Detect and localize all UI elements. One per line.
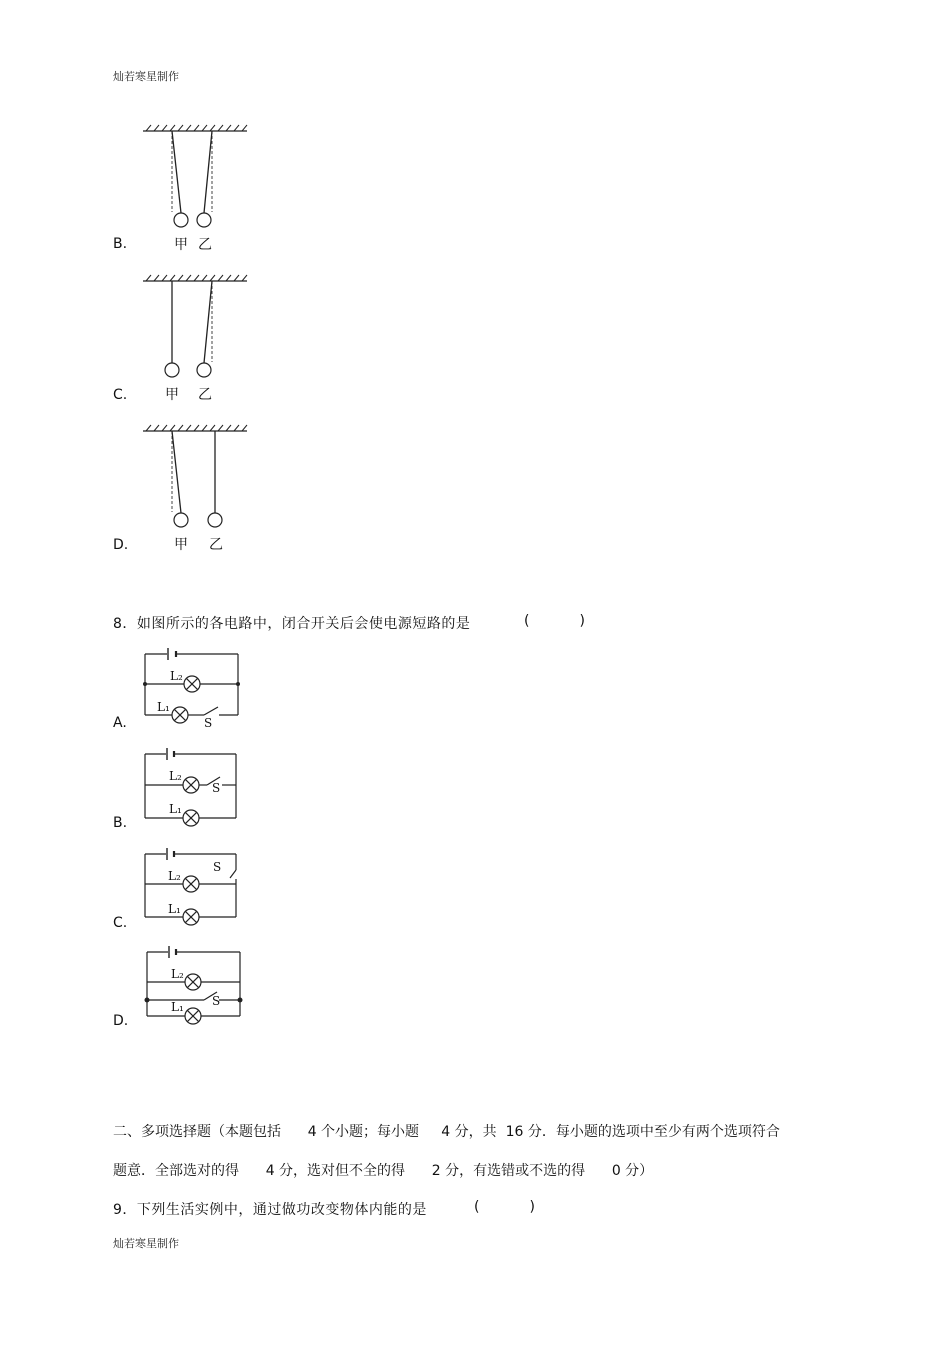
q7-option-c-ball-yi: 乙 xyxy=(198,387,212,403)
q8-option-b-switch-s: S xyxy=(212,781,221,795)
q8-option-a-lamp-l2: L₂ xyxy=(170,669,183,683)
q8-option-b-circuit xyxy=(140,746,250,826)
q8-option-a-lamp-l1: L₁ xyxy=(157,700,170,714)
q8-option-d-lamp-l2: L₂ xyxy=(171,967,184,981)
q8-option-b-lamp-l1: L₁ xyxy=(169,802,182,816)
q8-option-c-lamp-l1: L₁ xyxy=(168,902,181,916)
q7-option-b-label: B. xyxy=(113,236,128,252)
q8-option-d-switch-s: S xyxy=(212,994,221,1008)
q7-option-b-ball-yi: 乙 xyxy=(198,237,212,253)
q8-answer-blank: ( ) xyxy=(524,613,586,629)
q8-option-c-lamp-l2: L₂ xyxy=(168,869,181,883)
q8-option-c-switch-s: S xyxy=(213,860,222,874)
q7-option-c-ball-jia: 甲 xyxy=(165,387,179,403)
q8-option-a-switch-s: S xyxy=(204,716,213,730)
q8-option-b-lamp-l2: L₂ xyxy=(169,769,182,783)
q8-option-c-circuit xyxy=(140,846,250,926)
q7-option-b-figure xyxy=(140,124,250,254)
q8-option-b-label: B. xyxy=(113,815,128,831)
q8-option-d-lamp-l1: L₁ xyxy=(171,1000,184,1014)
q7-option-c-figure xyxy=(140,274,250,404)
q9-answer-blank: ( ) xyxy=(474,1199,536,1215)
section2-heading-line1: 二、多项选择题（本题包括 4 个小题；每小题 4 分，共 16 分．每小题的选项中至少有两个选项符合 xyxy=(113,1124,780,1140)
q8-stem: 8．如图所示的各电路中，闭合开关后会使电源短路的是 xyxy=(113,616,471,632)
q7-option-d-figure xyxy=(140,424,250,554)
footer-watermark: 灿若寒星制作 xyxy=(113,1237,179,1250)
q8-option-d-circuit xyxy=(140,944,250,1024)
q9-stem: 9．下列生活实例中，通过做功改变物体内能的是 xyxy=(113,1202,427,1218)
section2-heading-line2: 题意．全部选对的得 4 分，选对但不全的得 2 分，有选错或不选的得 0 分） xyxy=(113,1163,654,1179)
q8-option-c-label: C. xyxy=(113,915,128,931)
q7-option-d-ball-jia: 甲 xyxy=(174,537,188,553)
q7-option-c-label: C. xyxy=(113,387,128,403)
header-watermark: 灿若寒星制作 xyxy=(113,70,179,83)
q7-option-b-ball-jia: 甲 xyxy=(174,237,188,253)
q8-option-d-label: D. xyxy=(113,1013,129,1029)
q7-option-d-label: D. xyxy=(113,537,129,553)
q8-option-a-label: A. xyxy=(113,715,127,731)
q7-option-d-ball-yi: 乙 xyxy=(209,537,223,553)
